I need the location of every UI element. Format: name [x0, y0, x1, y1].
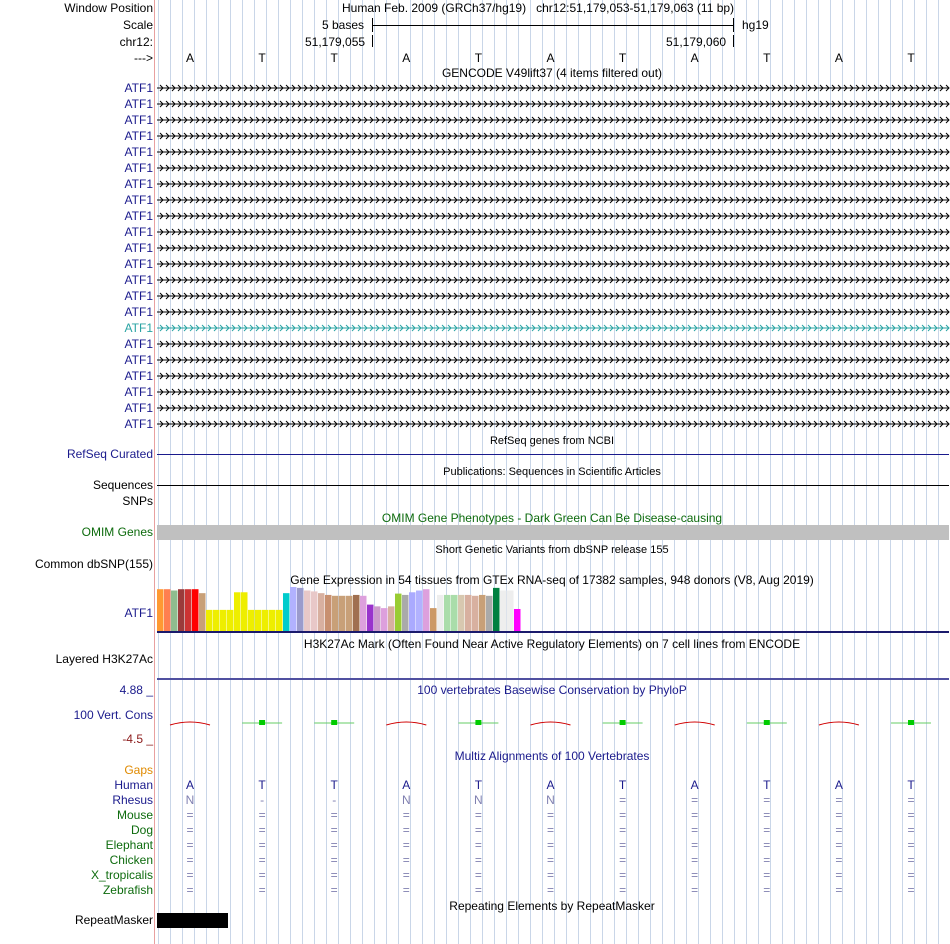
sequence-base: T [907, 51, 915, 65]
multiz-base: T [474, 778, 483, 792]
publications-title: Publications: Sequences in Scientific Articles [443, 466, 661, 478]
position-text: chr12:51,179,053-51,179,063 (11 bp) [536, 1, 735, 15]
multiz-species-label[interactable]: Zebrafish [102, 883, 153, 897]
sequence-base: A [185, 51, 195, 65]
multiz-species-label[interactable]: Human [114, 778, 153, 792]
multiz-base: A [834, 778, 843, 792]
strand-label: ---> [134, 51, 153, 65]
multiz-base: = [402, 868, 410, 882]
multiz-base: = [474, 883, 482, 897]
gencode-title[interactable]: GENCODE V49lift37 (4 items filtered out) [441, 66, 663, 80]
multiz-base: = [691, 793, 699, 807]
multiz-base: = [763, 823, 771, 837]
gencode-gene-label[interactable]: ATF1 [124, 209, 153, 223]
phylop-label[interactable]: 100 Vert. Cons [73, 708, 153, 722]
multiz-base: T [258, 778, 266, 792]
multiz-species-label[interactable]: Dog [130, 823, 153, 837]
multiz-base: = [402, 823, 410, 837]
gencode-gene-label[interactable]: ATF1 [124, 81, 153, 95]
multiz-base: = [907, 838, 915, 852]
gencode-gene-label[interactable]: ATF1 [124, 177, 153, 191]
snps-label[interactable]: SNPs [122, 494, 153, 508]
multiz-base: = [546, 868, 555, 882]
multiz-base: = [835, 853, 843, 867]
multiz-title: Multiz Alignments of 100 Vertebrates [454, 749, 650, 763]
gencode-gene-label[interactable]: ATF1 [124, 113, 153, 127]
multiz-base: = [258, 823, 266, 837]
multiz-base: = [330, 838, 338, 852]
phylop-positive-mark[interactable] [259, 720, 265, 725]
multiz-base: = [186, 883, 194, 897]
multiz-base: T [763, 778, 771, 792]
multiz-base: = [402, 853, 410, 867]
multiz-base: A [690, 778, 699, 792]
phylop-negative-mark[interactable] [819, 722, 859, 725]
gencode-gene-label[interactable]: ATF1 [124, 401, 153, 415]
repeatmasker-title: Repeating Elements by RepeatMasker [449, 899, 655, 913]
multiz-base: = [186, 868, 194, 882]
sequence-base: A [834, 51, 843, 65]
gencode-gene-label[interactable]: ATF1 [124, 129, 153, 143]
multiz-base: = [619, 868, 627, 882]
multiz-base: = [691, 868, 699, 882]
multiz-base: N [401, 793, 411, 807]
coord-left: 51,179,055 [305, 35, 366, 49]
multiz-base: = [546, 823, 555, 837]
repeatmasker-block[interactable] [157, 913, 228, 928]
multiz-base: = [691, 883, 699, 897]
dbsnp-label[interactable]: Common dbSNP(155) [34, 557, 153, 571]
multiz-base: = [258, 853, 266, 867]
phylop-positive-mark[interactable] [331, 720, 337, 725]
multiz-base: N [185, 793, 195, 807]
sequences-label[interactable]: Sequences [92, 478, 153, 492]
multiz-base: = [619, 823, 627, 837]
multiz-base: = [330, 883, 338, 897]
multiz-base: = [835, 868, 843, 882]
gencode-gene-label[interactable]: ATF1 [124, 97, 153, 111]
omim-title: OMIM Gene Phenotypes - Dark Green Can Be Disease-causing [381, 511, 723, 525]
multiz-base: = [546, 883, 555, 897]
phylop-negative-mark[interactable] [386, 722, 426, 725]
sequence-base: T [258, 51, 266, 65]
multiz-base: = [619, 808, 627, 822]
gencode-gene-label[interactable]: ATF1 [124, 337, 153, 351]
multiz-base: = [907, 868, 915, 882]
multiz-species-label[interactable]: Mouse [116, 808, 153, 822]
multiz-species-label[interactable]: Rhesus [112, 793, 153, 807]
multiz-base: = [474, 838, 482, 852]
multiz-base: = [186, 808, 194, 822]
multiz-base: = [907, 883, 915, 897]
multiz-base: = [907, 823, 915, 837]
multiz-base: N [546, 793, 555, 807]
multiz-base: A [402, 778, 411, 792]
gencode-gene-label[interactable]: ATF1 [124, 273, 153, 287]
sequence-base: A [690, 51, 699, 65]
multiz-base: = [330, 868, 338, 882]
phylop-negative-mark[interactable] [170, 722, 210, 725]
multiz-base: T [907, 778, 915, 792]
multiz-base: T [618, 778, 627, 792]
multiz-base: = [763, 883, 771, 897]
multiz-base: = [835, 808, 843, 822]
multiz-base: = [907, 808, 915, 822]
gencode-gene-label[interactable]: ATF1 [124, 369, 153, 383]
gencode-gene-label[interactable]: ATF1 [124, 257, 153, 271]
gencode-gene-label[interactable]: ATF1 [124, 353, 153, 367]
gencode-gene-label[interactable]: ATF1 [124, 305, 153, 319]
multiz-base: = [474, 868, 482, 882]
multiz-base: = [619, 793, 627, 807]
multiz-base: = [691, 838, 699, 852]
window-position-label: Window Position [64, 1, 153, 15]
gencode-gene-label[interactable]: ATF1 [124, 241, 153, 255]
gencode-gene-label[interactable]: ATF1 [124, 145, 153, 159]
refseq-title: RefSeq genes from NCBI [489, 435, 615, 447]
multiz-base: - [332, 793, 337, 807]
sequence-base: T [474, 51, 483, 65]
sequence-base: T [330, 51, 338, 65]
sequence-base: A [546, 51, 555, 65]
multiz-base: = [835, 793, 843, 807]
multiz-base: = [619, 883, 627, 897]
dbsnp-title: Short Genetic Variants from dbSNP release 155 [435, 544, 669, 556]
multiz-base: = [186, 853, 194, 867]
multiz-base: = [330, 853, 338, 867]
multiz-base: = [330, 823, 338, 837]
gencode-gene-label[interactable]: ATF1 [124, 417, 153, 431]
multiz-base: = [835, 838, 843, 852]
scale-text: 5 bases [322, 18, 365, 32]
multiz-species-label[interactable]: Elephant [105, 838, 153, 852]
multiz-base: = [186, 823, 194, 837]
multiz-base: = [474, 823, 482, 837]
sequence-base: T [763, 51, 771, 65]
multiz-base: = [907, 793, 915, 807]
multiz-base: = [763, 838, 771, 852]
multiz-base: = [258, 883, 266, 897]
multiz-base: = [763, 853, 771, 867]
multiz-base: A [185, 778, 195, 792]
sequence-base: A [402, 51, 411, 65]
multiz-base: = [258, 838, 266, 852]
multiz-base: = [474, 808, 482, 822]
gencode-gene-label[interactable]: ATF1 [124, 161, 153, 175]
phylop-min-label: -4.5 _ [122, 732, 153, 746]
multiz-base: = [619, 853, 627, 867]
omim-label[interactable]: OMIM Genes [81, 525, 153, 539]
multiz-species-label[interactable]: Chicken [109, 853, 153, 867]
scale-label: Scale [122, 18, 153, 32]
multiz-base: = [691, 853, 699, 867]
gencode-gene-label[interactable]: ATF1 [124, 321, 153, 335]
h3k27ac-title: H3K27Ac Mark (Often Found Near Active Regulatory Elements) on 7 cell lines from ENCODE [303, 637, 801, 651]
multiz-base: = [907, 853, 915, 867]
phylop-positive-mark[interactable] [764, 720, 770, 725]
multiz-base: = [763, 808, 771, 822]
multiz-base: T [330, 778, 338, 792]
gtex-title: Gene Expression in 54 tissues from GTEx RNA-seq of 17382 samples, 948 donors (V8, Aug 2019) [290, 573, 814, 587]
multiz-base: = [546, 853, 555, 867]
multiz-base: = [402, 883, 410, 897]
multiz-base: = [763, 868, 771, 882]
gtex-gene-label[interactable]: ATF1 [124, 606, 153, 620]
multiz-base: = [763, 793, 771, 807]
db-label: hg19 [742, 18, 769, 32]
chrom-label: chr12: [119, 35, 153, 49]
multiz-base: = [330, 808, 338, 822]
phylop-negative-mark[interactable] [675, 722, 715, 725]
multiz-base: = [258, 808, 266, 822]
multiz-base: = [619, 838, 627, 852]
multiz-base: = [546, 838, 555, 852]
multiz-species-label[interactable]: X_tropicalis [90, 868, 153, 882]
assembly-text: Human Feb. 2009 (GRCh37/hg19) [342, 1, 527, 15]
multiz-base: = [402, 808, 410, 822]
phylop-negative-mark[interactable] [531, 722, 571, 725]
multiz-base: = [402, 838, 410, 852]
gencode-gene-label[interactable]: ATF1 [124, 385, 153, 399]
gencode-gene-label[interactable]: ATF1 [124, 289, 153, 303]
multiz-base: = [691, 823, 699, 837]
coord-right: 51,179,060 [666, 35, 727, 49]
multiz-base: = [691, 808, 699, 822]
multiz-base: = [835, 823, 843, 837]
phylop-max-label: 4.88 _ [119, 683, 153, 697]
multiz-base: = [474, 853, 482, 867]
phylop-positive-mark[interactable] [620, 720, 626, 725]
multiz-base: - [260, 793, 265, 807]
repeatmasker-label[interactable]: RepeatMasker [74, 913, 153, 927]
multiz-base: = [186, 838, 194, 852]
multiz-base: A [546, 778, 555, 792]
h3k27ac-label[interactable]: Layered H3K27Ac [55, 652, 153, 666]
multiz-base: = [258, 868, 266, 882]
phylop-title: 100 vertebrates Basewise Conservation by PhyloP [417, 683, 687, 697]
phylop-positive-mark[interactable] [475, 720, 481, 725]
sequence-base: T [618, 51, 627, 65]
multiz-base: = [546, 808, 555, 822]
multiz-base: = [835, 883, 843, 897]
phylop-positive-mark[interactable] [908, 720, 914, 725]
gencode-gene-label[interactable]: ATF1 [124, 193, 153, 207]
gencode-gene-label[interactable]: ATF1 [124, 225, 153, 239]
refseq-label[interactable]: RefSeq Curated [66, 447, 153, 461]
multiz-gaps-label[interactable]: Gaps [124, 763, 153, 777]
multiz-base: N [474, 793, 483, 807]
